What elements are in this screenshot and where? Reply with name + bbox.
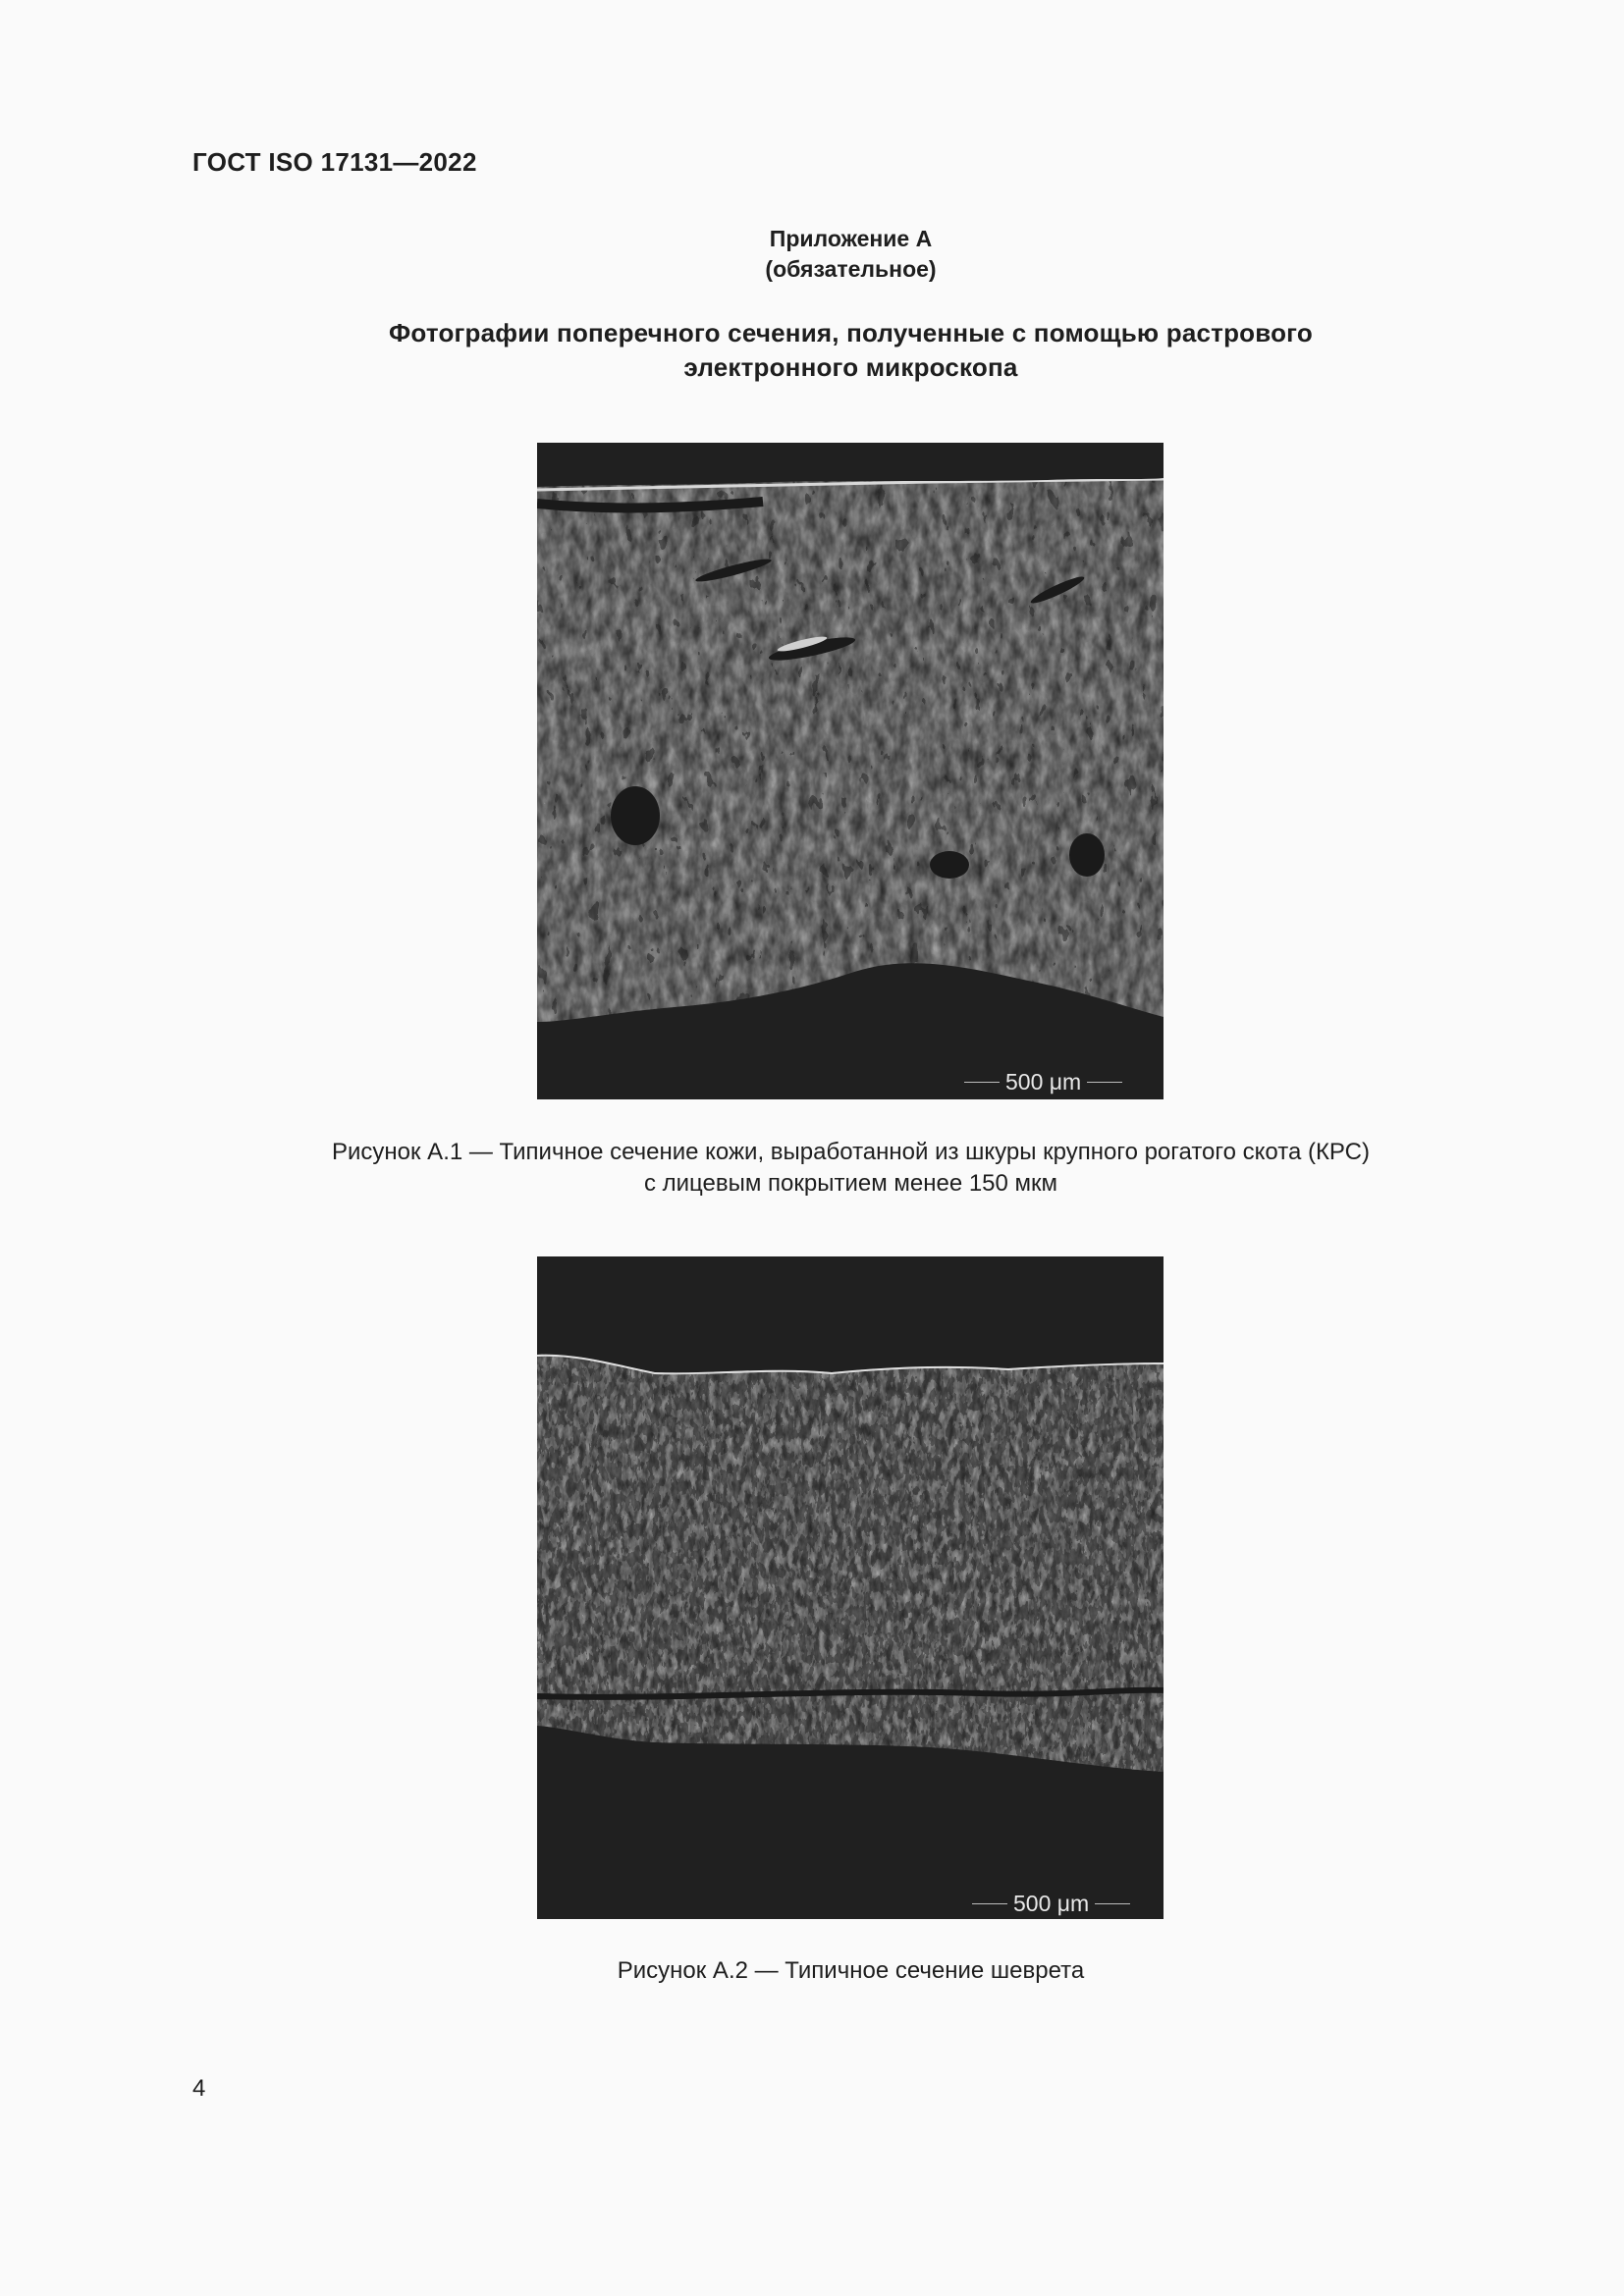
- annex-title-line1: Фотографии поперечного сечения, полученные с помощью растрового: [389, 318, 1313, 347]
- annex-title: [0, 316, 1624, 385]
- figure-caption-2-line1: Рисунок А.2 — Типичное сечение шеврета: [617, 1957, 1085, 1984]
- page-number: 4: [192, 2075, 206, 2102]
- scale-bar-label: 500 μm: [1013, 1891, 1090, 1916]
- sem-micrograph-2: [537, 1256, 1164, 1919]
- figure-caption-1: [0, 1137, 1624, 1200]
- annex-title-line2: электронного микроскопа: [683, 352, 1018, 382]
- scale-bar-line: [1087, 1082, 1122, 1083]
- document-header: ГОСТ ISO 17131—2022: [192, 147, 477, 177]
- scale-bar-line: [964, 1082, 1000, 1083]
- sem-micrograph-1: [537, 443, 1164, 1099]
- annex-status: (обязательное): [765, 256, 937, 282]
- scale-bar-2: [972, 1891, 1130, 1917]
- figure-caption-1-line2: с лицевым покрытием менее 150 мкм: [643, 1170, 1058, 1197]
- scale-bar-line: [1095, 1903, 1130, 1904]
- scale-bar-1: [964, 1069, 1122, 1095]
- scale-bar-label: 500 μm: [1005, 1069, 1082, 1095]
- annex-heading: [0, 224, 1624, 285]
- figure-caption-1-line1: Рисунок А.1 — Типичное сечение кожи, выработанной из шкуры крупного рогатого скота (КРС): [332, 1139, 1370, 1165]
- figure-caption-2: [0, 1955, 1624, 1987]
- scale-bar-line: [972, 1903, 1007, 1904]
- annex-label: Приложение А: [769, 226, 933, 251]
